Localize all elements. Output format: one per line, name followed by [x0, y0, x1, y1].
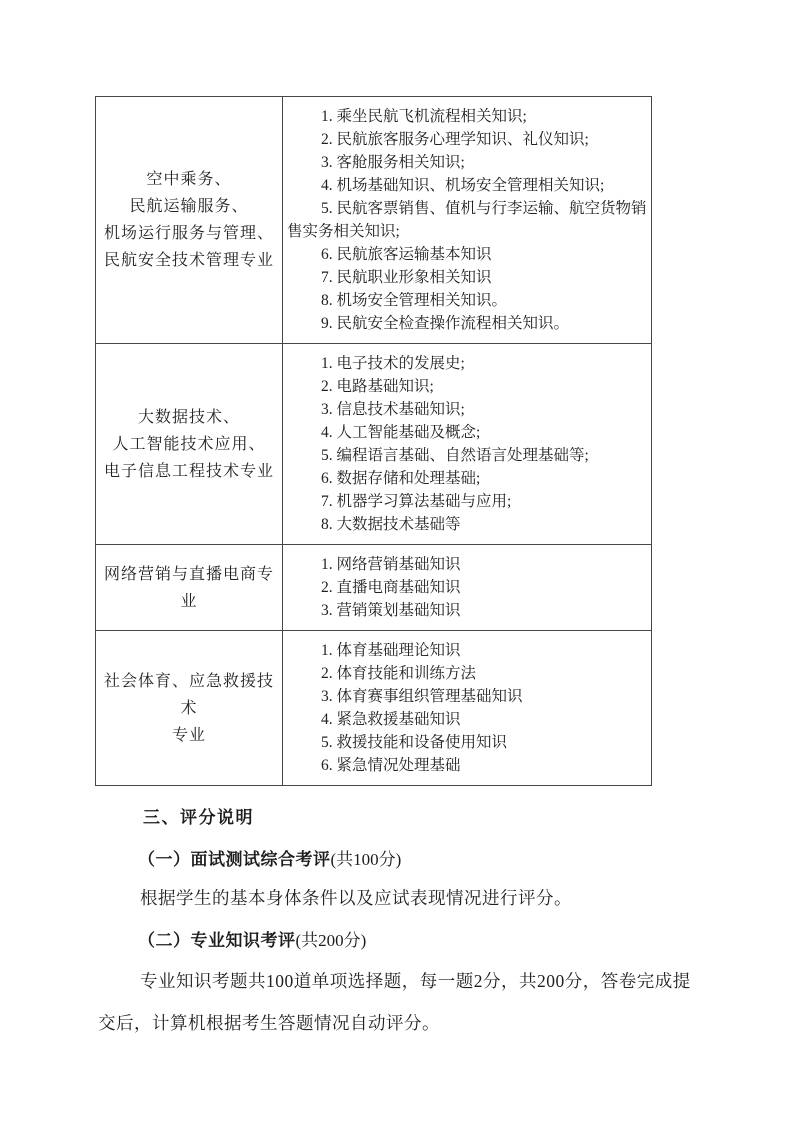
subsection-1-score: (共100分): [330, 850, 402, 869]
table-row: [96, 344, 652, 545]
knowledge-item: 8. 大数据技术基础等: [321, 516, 461, 533]
knowledge-item: 6. 紧急情况处理基础: [321, 757, 461, 774]
knowledge-item: 8. 机场安全管理相关知识。: [321, 292, 508, 309]
specialty-cell: [96, 97, 283, 344]
knowledge-test-paragraph: [98, 960, 704, 1044]
specialty-line: 民航运输服务、: [129, 198, 249, 215]
paragraph-line: 专业知识考题共100道单项选择题，每一题2分，共200分，答卷完成提: [140, 971, 691, 991]
knowledge-item: 6. 民航旅客运输基本知识: [321, 246, 492, 263]
section-heading: 三、评分说明: [143, 808, 254, 827]
knowledge-item: 7. 机器学习算法基础与应用;: [321, 493, 512, 510]
knowledge-item: 5. 编程语言基础、自然语言处理基础等;: [321, 447, 589, 464]
specialty-line: 大数据技术、: [137, 408, 240, 426]
specialty-cell: [96, 344, 283, 545]
table-row: [96, 97, 652, 344]
knowledge-item: 3. 营销策划基础知识: [321, 602, 461, 619]
knowledge-item: 2. 体育技能和训练方法: [321, 665, 477, 682]
subsection-2-heading: [138, 926, 366, 951]
knowledge-cell: [283, 545, 652, 631]
knowledge-cell: [283, 97, 652, 344]
specialty-cell: [96, 545, 283, 631]
specialty-line: 人工智能技术应用、: [112, 435, 266, 453]
knowledge-item: 9. 民航安全检查操作流程相关知识。: [321, 315, 570, 332]
knowledge-item: 3. 体育赛事组织管理基础知识: [321, 688, 523, 705]
knowledge-item: 3. 信息技术基础知识;: [321, 401, 465, 418]
specialty-line: 专业: [171, 726, 206, 744]
specialty-knowledge-table: [95, 96, 652, 786]
knowledge-item: 6. 数据存储和处理基础;: [321, 470, 481, 487]
subsection-1-title: （一）面试测试综合考评: [138, 850, 331, 869]
subsection-2-score: (共200分): [295, 931, 367, 950]
knowledge-item: 4. 机场基础知识、机场安全管理相关知识;: [321, 177, 605, 194]
knowledge-item: 1. 乘坐民航飞机流程相关知识;: [321, 108, 527, 125]
knowledge-cell: [283, 344, 652, 545]
knowledge-item: 7. 民航职业形象相关知识: [321, 269, 492, 286]
table-row: [96, 631, 652, 786]
interview-scoring-paragraph: 根据学生的基本身体条件以及应试表现情况进行评分。: [140, 888, 572, 908]
table-row: [96, 545, 652, 631]
knowledge-item: 2. 直播电商基础知识: [321, 579, 461, 596]
specialty-line: 电子信息工程技术专业: [103, 462, 274, 480]
knowledge-item: 1. 网络营销基础知识: [321, 556, 461, 573]
knowledge-item: 5. 救援技能和设备使用知识: [321, 734, 508, 751]
knowledge-cell: [283, 631, 652, 786]
subsection-1-heading: [138, 845, 401, 870]
specialty-line: 民航安全技术管理专业: [103, 252, 274, 269]
specialty-line: 机场运行服务与管理、: [103, 225, 274, 242]
specialty-line: 网络营销与直播电商专业: [103, 565, 274, 610]
knowledge-item: 2. 电路基础知识;: [321, 378, 434, 395]
specialty-line: 社会体育、应急救援技术: [103, 672, 274, 717]
specialty-cell: [96, 631, 283, 786]
subsection-2-title: （二）专业知识考评: [138, 931, 296, 950]
knowledge-item: 4. 人工智能基础及概念;: [321, 424, 481, 441]
knowledge-item: 4. 紧急救援基础知识: [321, 711, 461, 728]
specialty-line: 空中乘务、: [146, 171, 232, 188]
knowledge-item: 5. 民航客票销售、值机与行李运输、航空货物销售实务相关知识;: [287, 200, 647, 240]
knowledge-item: 3. 客舱服务相关知识;: [321, 154, 465, 171]
knowledge-item: 2. 民航旅客服务心理学知识、礼仪知识;: [321, 131, 589, 148]
knowledge-item: 1. 电子技术的发展史;: [321, 355, 465, 372]
knowledge-item: 1. 体育基础理论知识: [321, 642, 461, 659]
paragraph-line: 交后，计算机根据考生答题情况自动评分。: [98, 1013, 440, 1033]
